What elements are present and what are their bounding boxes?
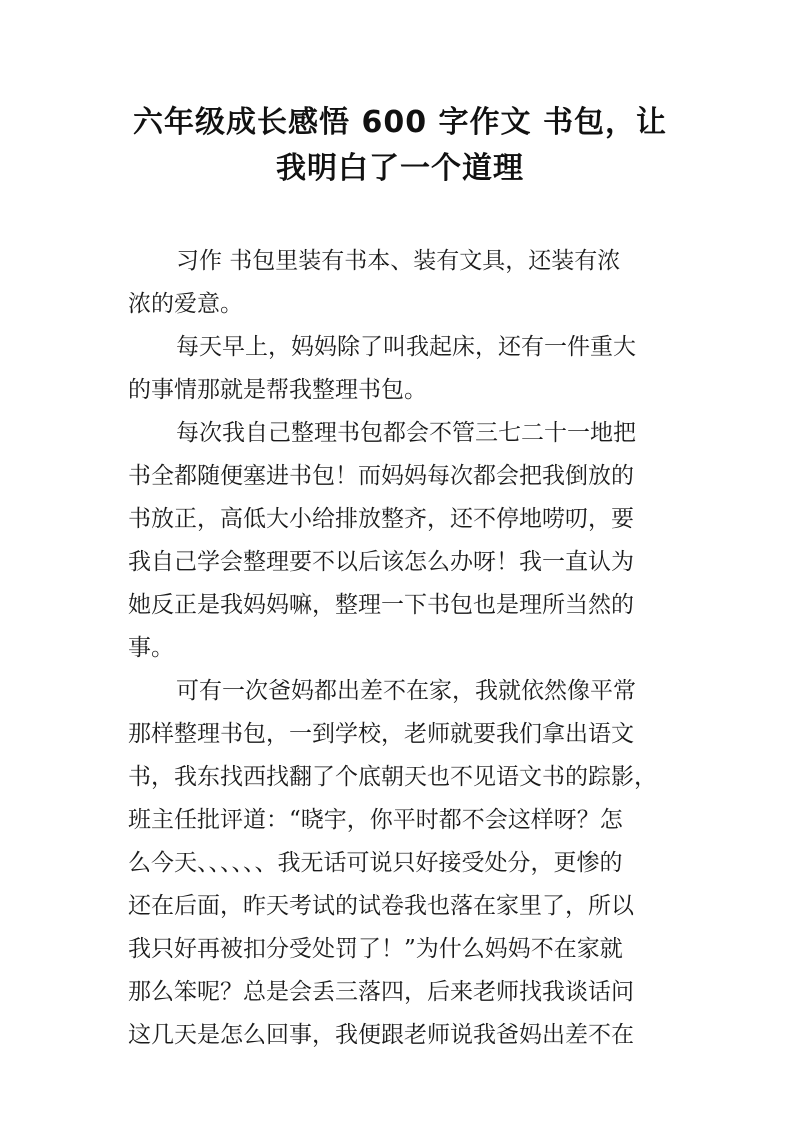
title-line: 我明白了一个道理 [276, 151, 524, 186]
paragraph-line: 么今天、、、、、、我无话可说只好接受处分，更惨的 [128, 850, 623, 876]
paragraph [128, 670, 688, 1057]
paragraph-line: 我自己学会整理要不以后该怎么办呀！我一直认为 [128, 549, 634, 575]
paragraph-line: 班主任批评道：“晓宇，你平时都不会这样呀？怎 [128, 807, 623, 833]
paragraph-line: 那么笨呢？总是会丢三落四，后来老师找我谈话问 [128, 979, 634, 1005]
paragraph-line: 还在后面，昨天考试的试卷我也落在家里了，所以 [128, 893, 634, 919]
document-body [128, 240, 688, 1057]
paragraph-line: 每天早上，妈妈除了叫我起床，还有一件重大 [176, 334, 636, 360]
paragraph [128, 240, 688, 326]
paragraph [128, 326, 688, 412]
paragraph-line: 事。 [128, 635, 174, 661]
document-title [100, 100, 700, 192]
title-line: 六年级成长感悟 600 字作文 书包，让 [133, 105, 667, 140]
paragraph [128, 412, 688, 670]
paragraph-line: 浓的爱意。 [128, 291, 243, 317]
paragraph-line: 书，我东找西找翻了个底朝天也不见语文书的踪影， [128, 764, 657, 790]
paragraph-line: 可有一次爸妈都出差不在家，我就依然像平常 [176, 678, 636, 704]
paragraph-line: 每次我自己整理书包都会不管三七二十一地把 [176, 420, 636, 446]
paragraph-line: 习作 书包里装有书本、装有文具，还装有浓 [176, 248, 621, 274]
paragraph-line: 那样整理书包，一到学校，老师就要我们拿出语文 [128, 721, 634, 747]
paragraph-line: 这几天是怎么回事，我便跟老师说我爸妈出差不在 [128, 1022, 634, 1048]
paragraph-line: 我只好再被扣分受处罚了！”为什么妈妈不在家就 [128, 936, 623, 962]
paragraph-line: 她反正是我妈妈嘛，整理一下书包也是理所当然的 [128, 592, 634, 618]
paragraph-line: 书放正，高低大小给排放整齐，还不停地唠叨，要 [128, 506, 634, 532]
paragraph-line: 书全都随便塞进书包！而妈妈每次都会把我倒放的 [128, 463, 634, 489]
paragraph-line: 的事情那就是帮我整理书包。 [128, 377, 427, 403]
